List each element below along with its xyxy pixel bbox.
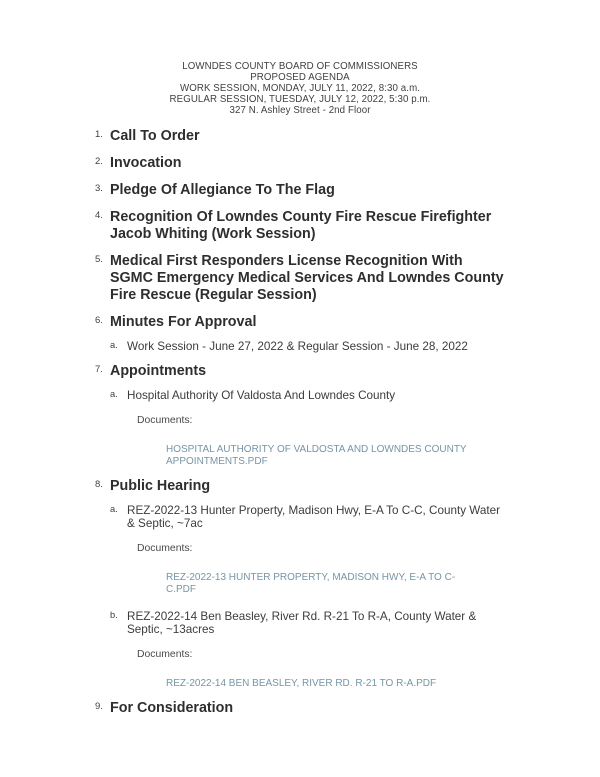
subitem-text: REZ-2022-13 Hunter Property, Madison Hwy, E-A To C-C, County Water & Septic, ~7ac (127, 504, 501, 531)
subitem-text: Hospital Authority Of Valdosta And Lowndes County (127, 389, 396, 403)
agenda-item-for-consideration (90, 700, 510, 717)
document-link-rez-2022-14-pdf[interactable]: REZ-2022-14 BEN BEASLEY, RIVER RD. R-21 TO R-A.PDF (166, 678, 437, 690)
agenda-item-appointments (90, 363, 510, 468)
item-number: 6. (95, 315, 103, 327)
header-work-session-line: WORK SESSION, MONDAY, JULY 11, 2022, 8:30 a.m. (179, 83, 421, 95)
sub-item (110, 340, 509, 354)
sub-item-group (110, 389, 510, 468)
subitem-letter: a. (110, 340, 118, 351)
documents-label: Documents: (137, 415, 193, 427)
agenda-item-minutes-for-approval (90, 314, 510, 353)
sub-item (110, 504, 509, 531)
sub-item-group (110, 504, 510, 596)
agenda-item-firefighter-recognition (90, 209, 510, 243)
item-number: 7. (95, 364, 103, 376)
item-number: 3. (95, 183, 103, 195)
item-title: Pledge Of Allegiance To The Flag (110, 182, 335, 199)
documents-label: Documents: (137, 543, 193, 555)
document-link-hospital-authority-pdf[interactable]: HOSPITAL AUTHORITY OF VALDOSTA AND LOWNDES COUNTY APPOINTMENTS.PDF (166, 444, 467, 468)
item-title: Invocation (110, 155, 182, 172)
subitem-text: REZ-2022-14 Ben Beasley, River Rd. R-21 To R-A, County Water & Septic, ~13acres (127, 610, 477, 637)
sub-item (110, 610, 509, 637)
subitem-letter: b. (110, 610, 118, 621)
agenda-items (90, 128, 510, 717)
documents-label: Documents: (137, 649, 193, 661)
item-title: Minutes For Approval (110, 314, 257, 331)
item-title: Public Hearing (110, 478, 211, 495)
agenda-item-public-hearing (90, 478, 510, 690)
header-org-name: LOWNDES COUNTY BOARD OF COMMISSIONERS (182, 61, 418, 72)
sub-item (110, 389, 509, 403)
agenda-item-invocation (90, 155, 510, 172)
item-number: 5. (95, 254, 103, 266)
agenda-item-call-to-order (90, 128, 510, 145)
agenda-header (90, 61, 510, 116)
header-address-line: 327 N. Ashley Street - 2nd Floor (229, 105, 371, 117)
item-number: 8. (95, 479, 103, 491)
document-link-rez-2022-13-pdf[interactable]: REZ-2022-13 HUNTER PROPERTY, MADISON HWY, E-A TO C-C.PDF (166, 572, 456, 596)
sub-item-group (110, 610, 510, 690)
item-title: Recognition Of Lowndes County Fire Rescue Firefighter Jacob Whiting (Work Session) (110, 209, 492, 243)
item-number: 2. (95, 156, 103, 168)
item-title: Appointments (110, 363, 207, 380)
agenda-item-pledge (90, 182, 510, 199)
header-regular-session-line: REGULAR SESSION, TUESDAY, JULY 12, 2022, 5:30 p.m. (169, 94, 431, 106)
item-number: 9. (95, 701, 103, 713)
header-agenda-title: PROPOSED AGENDA (250, 72, 350, 84)
item-title: For Consideration (110, 700, 234, 717)
agenda-item-medical-first-responders (90, 253, 510, 304)
subitem-text: Work Session - June 27, 2022 & Regular Session - June 28, 2022 (127, 340, 468, 354)
item-title: Medical First Responders License Recognition With SGMC Emergency Medical Services And Lowndes County Fire Rescue (Regular Session) (110, 253, 504, 304)
item-number: 4. (95, 210, 103, 222)
subitem-letter: a. (110, 389, 118, 400)
item-title: Call To Order (110, 128, 200, 145)
subitem-letter: a. (110, 504, 118, 515)
item-number: 1. (95, 129, 103, 141)
sub-item-group (110, 340, 510, 353)
